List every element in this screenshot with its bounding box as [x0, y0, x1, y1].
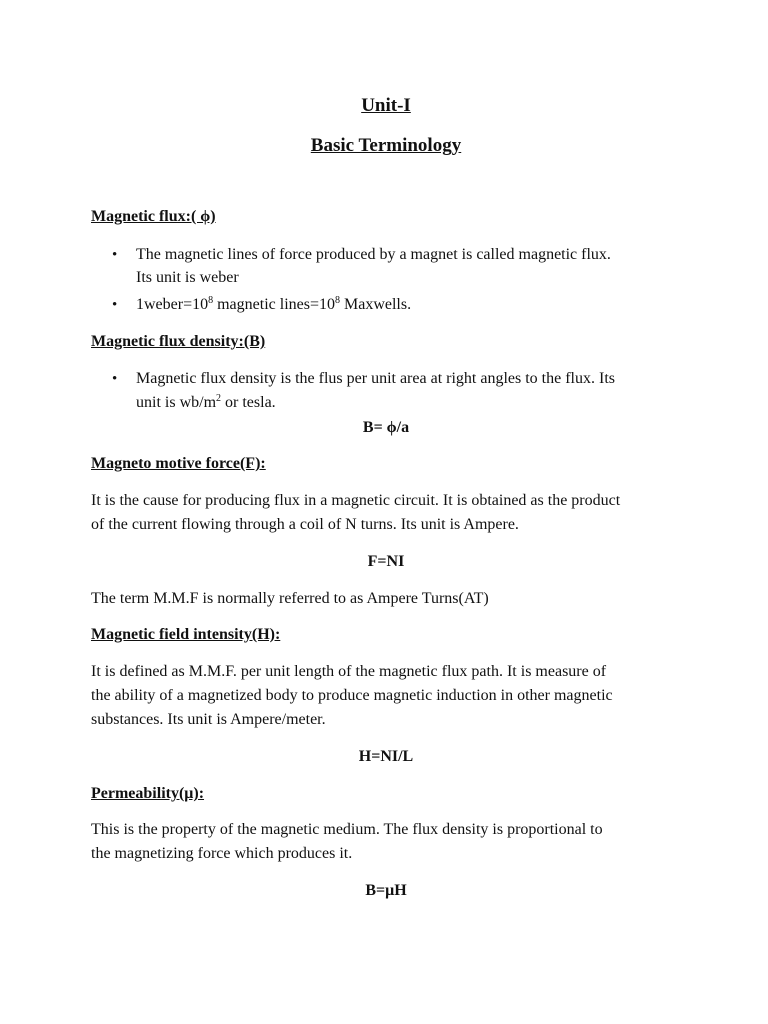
flux-bullet-1-line-2: Its unit is weber — [136, 269, 239, 286]
flux-bullet-1-line-1: The magnetic lines of force produced by a magnet is called magnetic flux. — [136, 246, 611, 263]
formula-flux-density: B= ϕ/a — [362, 419, 410, 436]
mmf-note: The term M.M.F is normally referred to as Ampere Turns(AT) — [91, 590, 489, 607]
field-intensity-line-3: substances. Its unit is Ampere/meter. — [91, 711, 326, 728]
heading-field-intensity: Magnetic field intensity(H): — [91, 626, 281, 643]
flux-bullet-2-part-2: magnetic lines=10 — [213, 296, 335, 313]
flux-density-unit-exponent: 2 — [216, 393, 222, 404]
permeability-line-1: This is the property of the magnetic medium. The flux density is proportional to — [91, 821, 603, 838]
flux-bullet-2-exponent-2: 8 — [335, 295, 340, 306]
flux-density-bullet-line-1: Magnetic flux density is the flus per unit area at right angles to the flux. Its — [136, 370, 615, 387]
flux-bullet-2-part-3: Maxwells. — [340, 296, 412, 313]
formula-mmf: F=NI — [367, 553, 405, 570]
formula-permeability: B=μH — [365, 882, 407, 899]
flux-density-bullet-line-2 — [136, 393, 276, 413]
flux-bullet-2 — [136, 295, 411, 315]
flux-density-unit-part-1: unit is wb/m — [136, 394, 217, 411]
bullet-dot-icon: • — [112, 247, 118, 263]
bullet-dot-icon: • — [112, 297, 118, 313]
permeability-line-2: the magnetizing force which produces it. — [91, 845, 353, 862]
field-intensity-line-2: the ability of a magnetized body to produce magnetic induction in other magnetic — [91, 687, 613, 704]
unit-title: Unit-I — [361, 95, 411, 116]
formula-field-intensity: H=NI/L — [358, 748, 414, 765]
page-subtitle: Basic Terminology — [310, 135, 462, 156]
mmf-paragraph-line-2: of the current flowing through a coil of N turns. Its unit is Ampere. — [91, 516, 519, 533]
flux-bullet-2-exponent-1: 8 — [208, 295, 214, 306]
mmf-paragraph-line-1: It is the cause for producing flux in a magnetic circuit. It is obtained as the product — [91, 492, 621, 509]
flux-density-unit-part-2: or tesla. — [221, 394, 276, 411]
heading-permeability: Permeability(μ): — [91, 785, 205, 802]
flux-bullet-2-part-1: 1weber=10 — [136, 296, 209, 313]
field-intensity-line-1: It is defined as M.M.F. per unit length of the magnetic flux path. It is measure of — [91, 663, 607, 680]
heading-magnetic-flux: Magnetic flux:( ϕ) — [91, 208, 216, 225]
bullet-dot-icon: • — [112, 371, 118, 387]
heading-mmf: Magneto motive force(F): — [91, 455, 266, 472]
heading-flux-density: Magnetic flux density:(B) — [91, 333, 266, 350]
